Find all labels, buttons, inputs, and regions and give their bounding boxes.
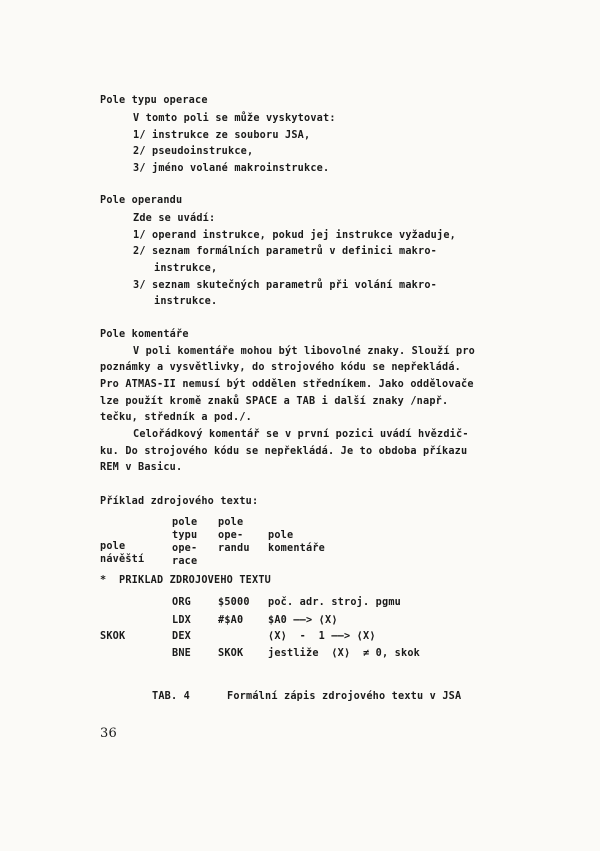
col-header-op: race [172, 556, 198, 567]
col-header-op: ope- [172, 543, 198, 554]
text-line: tečku, středník a pod./. [100, 412, 253, 423]
text-line: instrukce. [154, 296, 218, 307]
text-line: V poli komentáře mohou být libovolné znaky. Slouží pro [133, 346, 476, 357]
text-line: Celořádkový komentář se v první pozici uvádí hvězdič- [133, 429, 469, 440]
code-label: SKOK [100, 631, 126, 642]
col-header-operand: randu [218, 543, 250, 554]
text-line: Zde se uvádí: [133, 213, 216, 224]
table-caption-text: Formální zápis zdrojového textu v JSA [227, 691, 462, 702]
code-comment: $A0 ——> ⟨X⟩ [268, 615, 338, 626]
code-operand: SKOK [218, 648, 244, 659]
section-heading-comment: Pole komentáře [100, 329, 189, 340]
col-header-label: pole [100, 541, 126, 552]
text-line: 2/ seznam formálních parametrů v definici makro- [133, 246, 438, 257]
text-line: 1/ operand instrukce, pokud jej instrukce vyžaduje, [133, 230, 457, 241]
col-header-operand: ope- [218, 530, 244, 541]
text-line: instrukce, [154, 263, 218, 274]
section-heading-type: Pole typu operace [100, 95, 208, 106]
col-header-operand: pole [218, 517, 244, 528]
text-line: 3/ seznam skutečných parametrů při volání makro- [133, 280, 438, 291]
code-operand: #$A0 [218, 615, 244, 626]
text-line: poznámky a vysvětlivky, do strojového kódu se nepřekládá. [100, 362, 462, 373]
code-comment: ⟨X⟩ - 1 ——> ⟨X⟩ [268, 631, 376, 642]
table-caption-number: TAB. 4 [152, 691, 191, 702]
text-line: Pro ATMAS-II nemusí být oddělen středníkem. Jako oddělovače [100, 379, 474, 390]
page-number: 36 [100, 726, 117, 741]
code-op: BNE [172, 648, 192, 659]
example-heading: Příklad zdrojového textu: [100, 496, 259, 507]
text-line: 3/ jméno volané makroinstrukce. [133, 163, 330, 174]
code-operand: $5000 [218, 597, 250, 608]
col-header-op: pole [172, 517, 198, 528]
col-header-comment: pole [268, 530, 294, 541]
comment-line: * PRIKLAD ZDROJOVEHO TEXTU [100, 575, 272, 586]
text-line: 1/ instrukce ze souboru JSA, [133, 130, 311, 141]
col-header-label: návěští [100, 554, 145, 565]
text-line: REM v Basicu. [100, 462, 183, 473]
section-heading-operand: Pole operandu [100, 195, 183, 206]
col-header-comment: komentáře [268, 543, 326, 554]
code-comment: jestliže ⟨X⟩ ≠ 0, skok [268, 648, 421, 659]
text-line: V tomto poli se může vyskytovat: [133, 113, 336, 124]
code-comment: poč. adr. stroj. pgmu [268, 597, 402, 608]
text-line: ku. Do strojového kódu se nepřekládá. Je to obdoba příkazu [100, 446, 468, 457]
text-line: lze použít kromě znaků SPACE a TAB i další znaky /např. [100, 396, 449, 407]
col-header-op: typu [172, 530, 198, 541]
code-op: LDX [172, 615, 192, 626]
text-line: 2/ pseudoinstrukce, [133, 146, 254, 157]
code-op: DEX [172, 631, 192, 642]
code-op: ORG [172, 597, 192, 608]
